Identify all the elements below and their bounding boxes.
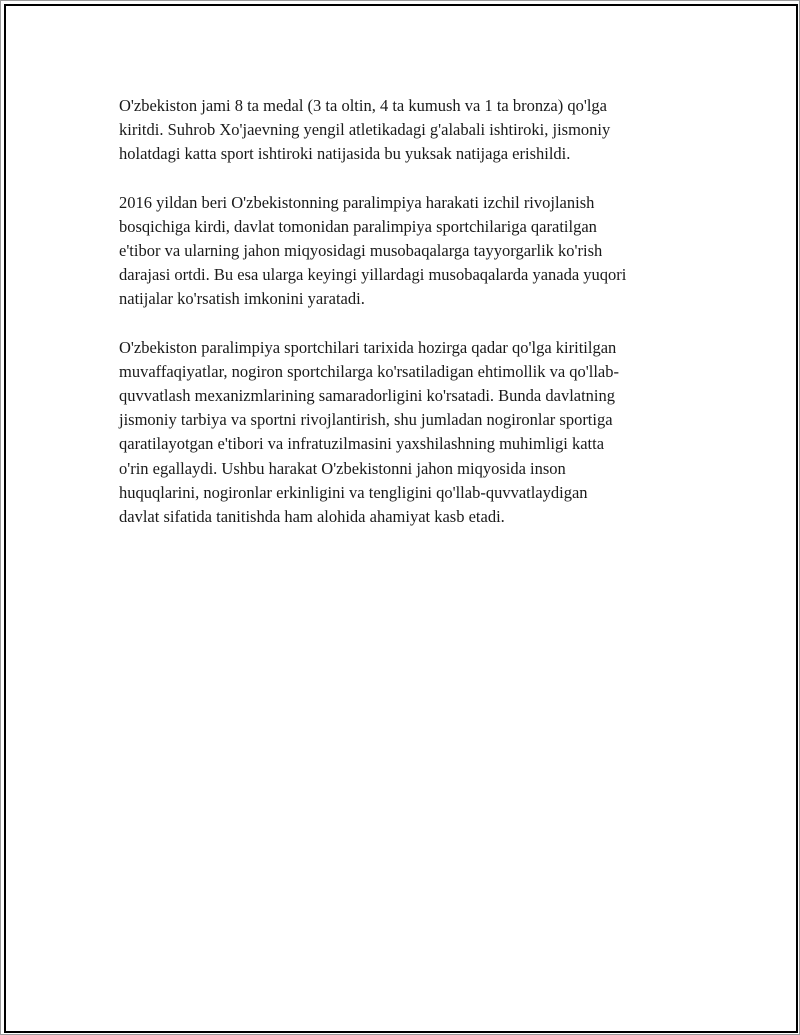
text-line: davlat sifatida tanitishda ham alohida ahamiyat kasb etadi. [119,507,505,527]
text-line: quvvatlash mexanizmlarining samaradorligini ko'rsatadi. Bunda davlatning [119,386,616,406]
paragraph-medals [119,94,699,167]
text-line: muvaffaqiyatlar, nogiron sportchilarga ko'rsatiladigan ehtimollik va qo'llab- [119,361,620,381]
text-line: O'zbekiston jami 8 ta medal (3 ta oltin, 4 ta kumush va 1 ta bronza) qo'lga [119,96,607,115]
text-line: O'zbekiston paralimpiya sportchilari tarixida hozirga qadar qo'lga kiritilgan [119,337,617,357]
text-line: holatdagi katta sport ishtiroki natijasida bu yuksak natijaga erishildi. [119,144,571,164]
paragraph-development-since-2016 [119,191,699,312]
text-line: e'tibor va ularning jahon miqyosidagi musobaqalarga tayyorgarlik ko'rish [119,241,603,261]
document-body [119,94,699,553]
paragraph-achievements [119,336,699,530]
text-line: bosqichiga kirdi, davlat tomonidan paralimpiya sportchilariga qaratilgan [119,216,597,236]
text-line: qaratilayotgan e'tibori va infratuzilmasini yaxshilashning muhimligi katta [119,434,605,454]
text-line: natijalar ko'rsatish imkonini yaratadi. [119,289,365,309]
text-line: jismoniy tarbiya va sportni rivojlantirish, shu jumladan nogironlar sportiga [119,410,613,430]
text-line: 2016 yildan beri O'zbekistonning paralimpiya harakati izchil rivojlanish [119,192,595,212]
text-line: o'rin egallaydi. Ushbu harakat O'zbekistonni jahon miqyosida inson [119,458,566,478]
text-line: darajasi ortdi. Bu esa ularga keyingi yillardagi musobaqalarda yanada yuqori [119,265,627,285]
text-line: kiritdi. Suhrob Xo'jaevning yengil atletikadagi g'alabali ishtiroki, jismoniy [119,120,611,140]
text-line: huquqlarini, nogironlar erkinligini va tengligini qo'llab-quvvatlaydigan [119,482,588,502]
